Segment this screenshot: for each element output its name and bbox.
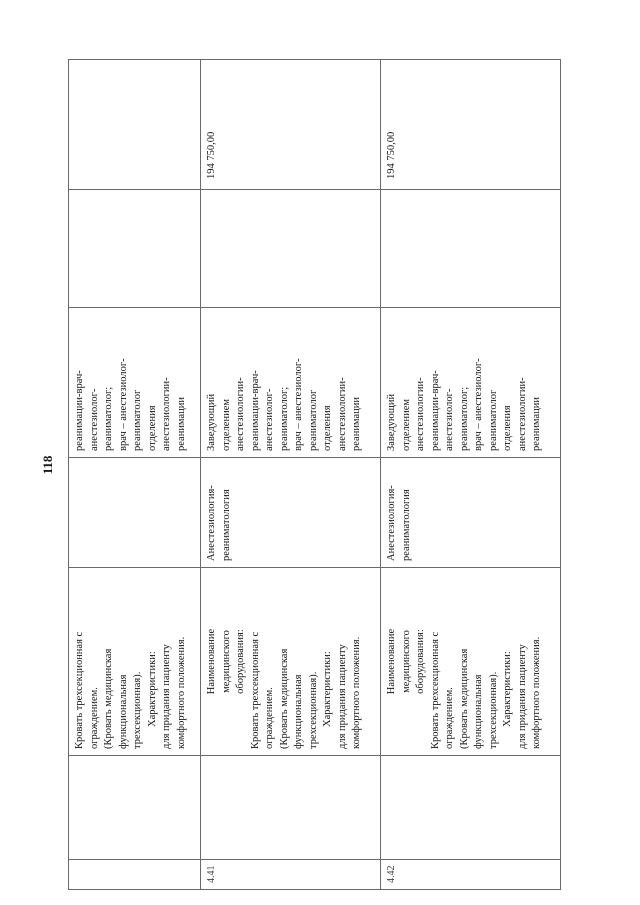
staff-line: анестезиолог- — [444, 388, 455, 451]
equipment-line: трехсекционная). — [307, 671, 319, 749]
equipment-line: Характеристики: — [502, 651, 513, 727]
staff-line: отделения — [322, 405, 333, 451]
department-line: Анестезиология- — [386, 485, 397, 561]
staff-line: отделения — [146, 405, 158, 451]
staff-line: врач – анестезиолог- — [117, 358, 129, 451]
equipment-line: оборудования: — [235, 629, 246, 694]
empty-cell — [69, 190, 201, 308]
rotated-table-container — [68, 60, 560, 890]
staff-line: отделением — [220, 398, 232, 451]
price-cell: 194 750,00 — [381, 60, 561, 190]
staff-line: реаниматолог — [487, 389, 499, 451]
department-line: реаниматология — [220, 489, 232, 561]
department-cell — [201, 458, 381, 568]
staff-cell — [201, 308, 381, 458]
staff-cell — [381, 308, 561, 458]
equipment-line: ограждением. — [88, 687, 100, 749]
staff-line: анестезиологии- — [415, 377, 426, 451]
equipment-line: ограждением. — [444, 687, 455, 749]
department-line: Анестезиология- — [206, 485, 217, 561]
equipment-description-cell — [201, 568, 381, 756]
equipment-line: оборудования: — [415, 629, 426, 694]
equipment-line: комфортного положения. — [175, 636, 187, 749]
staff-line: реаниматолог — [307, 389, 319, 451]
row-number-cell: 4.41 — [201, 860, 381, 890]
staff-line: врач – анестезиолог- — [473, 358, 484, 451]
staff-line: реанимации-врач- — [74, 370, 85, 451]
equipment-line: медицинского — [400, 630, 412, 693]
equipment-line: медицинского — [220, 630, 232, 693]
staff-line: анестезиологии- — [161, 377, 172, 451]
equipment-line: Кровать трехсекционная с — [429, 631, 441, 749]
table-row — [201, 60, 381, 890]
equipment-line: функциональная — [293, 674, 304, 749]
price-cell — [69, 60, 201, 190]
staff-line: Заведующий — [206, 393, 217, 451]
equipment-line: Наименование — [206, 628, 217, 695]
staff-line: отделением — [400, 398, 412, 451]
staff-line: реаниматолог; — [278, 386, 290, 451]
staff-line: анестезиологии- — [336, 377, 348, 451]
row-number-cell: 4.42 — [381, 860, 561, 890]
equipment-line: (Кровать медицинская — [458, 648, 470, 749]
equipment-line: Наименование — [386, 628, 397, 695]
equipment-line: (Кровать медицинская — [278, 648, 290, 749]
department-cell — [381, 458, 561, 568]
staff-line: анестезиолог- — [88, 388, 100, 451]
equipment-line: для придания пациенту — [336, 644, 348, 749]
table-row — [381, 60, 561, 890]
equipment-line: Характеристики: — [146, 651, 158, 727]
staff-line: анестезиологии- — [516, 377, 528, 451]
equipment-line: для придания пациенту — [161, 644, 172, 749]
equipment-line: (Кровать медицинская — [103, 648, 114, 749]
staff-cell — [69, 308, 201, 458]
equipment-line: комфортного положения. — [531, 636, 542, 749]
staff-line: реанимации — [531, 396, 542, 451]
staff-line: отделения — [502, 405, 513, 451]
staff-line: Заведующий — [386, 393, 397, 451]
equipment-description-cell — [381, 568, 561, 756]
empty-cell — [201, 756, 381, 860]
page-number — [40, 455, 56, 475]
staff-line: анестезиолог- — [264, 388, 275, 451]
equipment-line: трехсекционная). — [487, 671, 499, 749]
equipment-line: Характеристики: — [322, 651, 333, 727]
staff-line: реаниматолог — [132, 389, 143, 451]
staff-line: реанимации — [175, 396, 187, 451]
table-row — [69, 60, 201, 890]
staff-line: реаниматолог; — [103, 386, 114, 451]
department-cell — [69, 458, 201, 568]
staff-line: врач – анестезиолог- — [293, 358, 304, 451]
empty-cell — [381, 756, 561, 860]
staff-line: реаниматолог; — [458, 386, 470, 451]
equipment-line: ограждением. — [264, 687, 275, 749]
price-cell: 194 750,00 — [201, 60, 381, 190]
staff-line: реанимации-врач- — [249, 370, 261, 451]
department-line: реаниматология — [400, 489, 412, 561]
staff-line: реанимации-врач- — [429, 370, 441, 451]
equipment-line: Кровать трехсекционная с — [74, 631, 85, 749]
equipment-line: комфортного положения. — [351, 636, 362, 749]
row-number-cell — [69, 860, 201, 890]
empty-cell — [381, 190, 561, 308]
equipment-line: функциональная — [117, 674, 129, 749]
equipment-description-cell — [69, 568, 201, 756]
equipment-line: трехсекционная). — [132, 671, 143, 749]
empty-cell — [201, 190, 381, 308]
staff-line: реанимации — [351, 396, 362, 451]
staff-line: анестезиологии- — [235, 377, 246, 451]
equipment-line: Кровать трехсекционная с — [249, 631, 261, 749]
equipment-table — [68, 59, 561, 890]
equipment-line: функциональная — [473, 674, 484, 749]
page-number-text: 118 — [40, 455, 55, 475]
empty-cell — [69, 756, 201, 860]
equipment-line: для придания пациенту — [516, 644, 528, 749]
